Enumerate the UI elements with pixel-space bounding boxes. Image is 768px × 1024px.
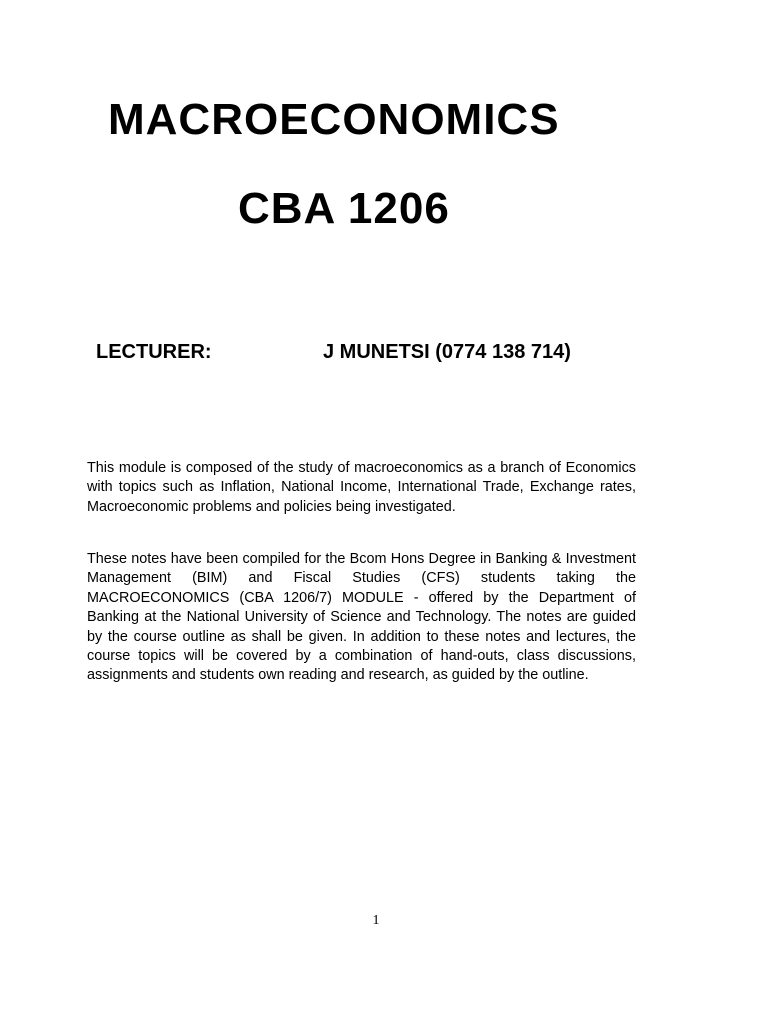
lecturer-name-phone: J MUNETSI (0774 138 714): [323, 341, 571, 363]
document-title: MACROECONOMICS: [108, 95, 560, 144]
page-number: 1: [372, 913, 380, 928]
course-code: CBA 1206: [238, 184, 450, 233]
module-description-paragraph: This module is composed of the study of macroeconomics as a branch of Economics with topics such as Inflation, National Income, International Trade, Exchange rates, Macroeconomic problems and policies being investigated.: [87, 460, 636, 515]
notes-description-paragraph: These notes have been compiled for the Bcom Hons Degree in Banking & Investment Management (BIM) and Fiscal Studies (CFS) students taking the MACROECONOMICS (CBA 1206/7) MODULE - offered by the Department of Banking at the National University of Science and Technology. The notes are guided by the course outline as shall be given. In addition to these notes and lectures, the course topics will be covered by a combination of hand-outs, class discussions, assignments and students own reading and research, as guided by the outline.: [87, 551, 636, 684]
lecturer-label: LECTURER:: [96, 341, 212, 363]
